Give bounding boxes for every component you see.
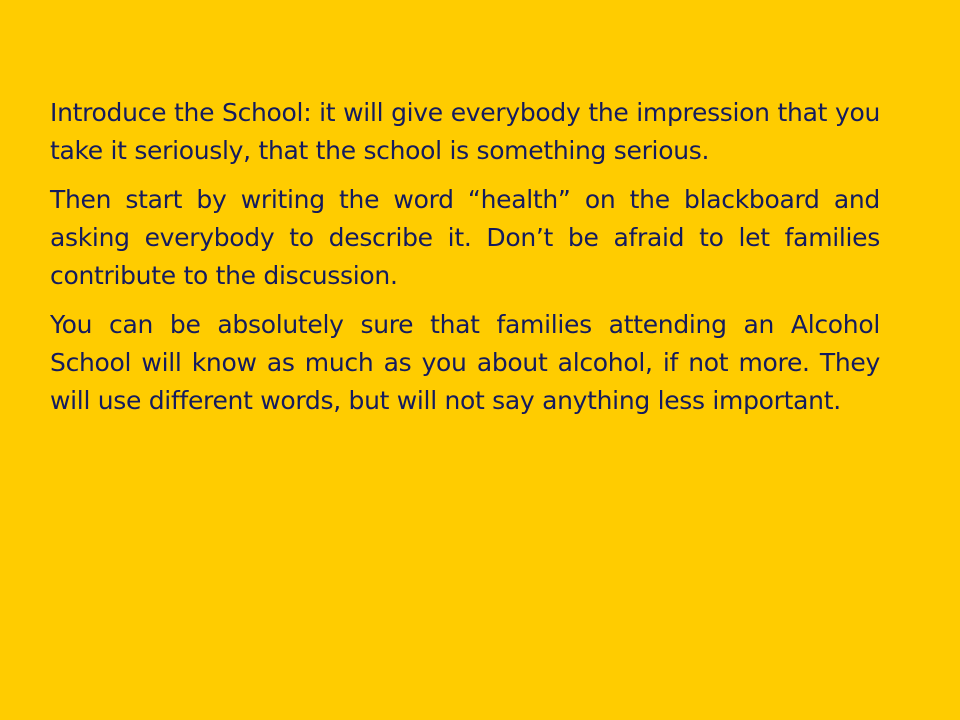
paragraph-introduce-school: Introduce the School: it will give everybody the impression that you take it seriously, that the school is something serious.: [50, 98, 880, 165]
slide-text-box: [50, 94, 880, 431]
paragraph-families-knowledge: You can be absolutely sure that families attending an Alcohol School will know as much as you about alcohol, if not more. They will use different words, but will not say anything less important.: [50, 310, 880, 415]
paragraph-health-discussion: Then start by writing the word “health” on the blackboard and asking everybody to describe it. Don’t be afraid to let families contribute to the discussion.: [50, 185, 880, 290]
